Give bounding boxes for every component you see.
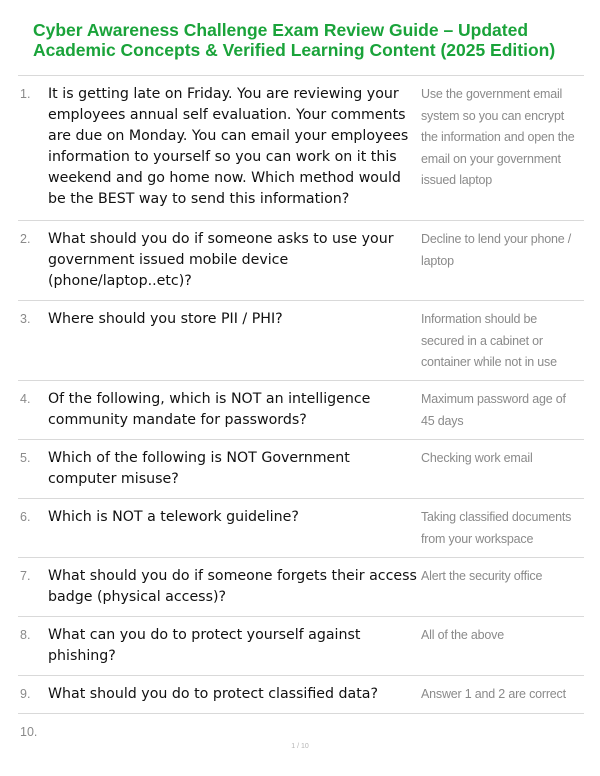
question-text: What should you do if someone asks to use your government issued mobile device (phone/laptop..etc)? xyxy=(48,231,394,289)
document-title: Cyber Awareness Challenge Exam Review Guide – Updated Academic Concepts & Verified Learning Content (2025 Edition) xyxy=(33,20,556,60)
row-number: 6. xyxy=(20,510,31,524)
answer-text: Maximum password age of 45 days xyxy=(421,392,566,428)
question-text: What should you do if someone forgets their access badge (physical access)? xyxy=(48,568,417,605)
row-number: 2. xyxy=(20,232,31,246)
question-text: Where should you store PII / PHI? xyxy=(48,311,283,327)
row-number: 3. xyxy=(20,312,31,326)
row-number: 7. xyxy=(20,569,31,583)
answer-text: Alert the security office xyxy=(421,569,543,583)
table-row xyxy=(18,439,584,498)
question-text: What should you do to protect classified data? xyxy=(48,686,379,702)
table-row xyxy=(18,616,584,675)
row-number: 1. xyxy=(20,87,31,101)
answer-text: Use the government email system so you can encrypt the information and open the email on your government issued laptop xyxy=(421,87,575,187)
question-text: Of the following, which is NOT an intelligence community mandate for passwords? xyxy=(48,391,371,428)
table-row xyxy=(18,75,584,220)
question-text: Which of the following is NOT Government computer misuse? xyxy=(48,450,350,487)
table-row xyxy=(18,675,584,713)
answer-text: Taking classified documents from your workspace xyxy=(421,510,572,546)
page-indicator: 1 / 10 xyxy=(291,743,309,750)
answer-text: Information should be secured in a cabinet or container while not in use xyxy=(421,312,557,369)
row-number: 5. xyxy=(20,451,31,465)
row-number: 4. xyxy=(20,392,31,406)
row-number: 9. xyxy=(20,687,31,701)
table-row xyxy=(18,498,584,557)
question-text: Which is NOT a telework guideline? xyxy=(48,509,299,525)
row-number: 10. xyxy=(20,725,38,739)
table-row xyxy=(18,300,584,380)
answer-text: All of the above xyxy=(421,628,504,642)
answer-text: Answer 1 and 2 are correct xyxy=(421,687,566,701)
answer-text: Decline to lend your phone / laptop xyxy=(421,232,572,268)
question-text: What can you do to protect yourself against phishing? xyxy=(48,627,361,664)
question-text: It is getting late on Friday. You are reviewing your employees annual self evaluation. Your comments are due on Monday. You can email your employees information to yourself so you can work on it this weekend and go home now. Which method would be the BEST way to send this information? xyxy=(48,86,409,207)
table-row xyxy=(18,380,584,439)
answer-text: Checking work email xyxy=(421,451,533,465)
row-number: 8. xyxy=(20,628,31,642)
table-row xyxy=(18,557,584,616)
question-table xyxy=(18,75,584,751)
table-row xyxy=(18,220,584,300)
